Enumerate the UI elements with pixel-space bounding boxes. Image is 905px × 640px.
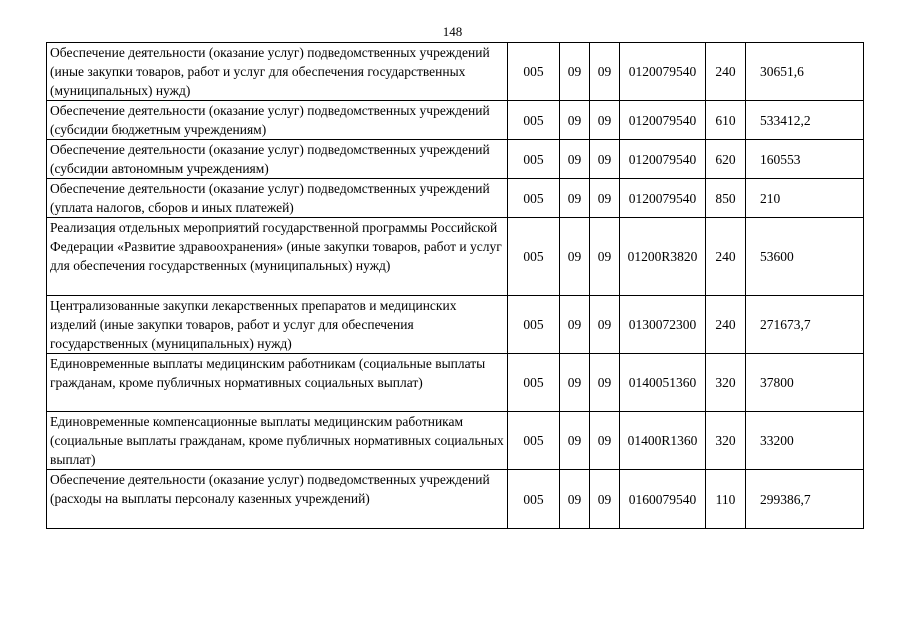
row-description: Централизованные закупки лекарственных препаратов и медицинских изделий (иные закупки товаров, работ и услуг для обеспечения государственных (муниципальных) нужд) bbox=[47, 296, 508, 354]
row-subsection-code: 09 bbox=[590, 43, 620, 101]
page-number: 148 bbox=[442, 24, 463, 39]
row-department-code: 005 bbox=[508, 43, 560, 101]
row-department-code: 005 bbox=[508, 470, 560, 529]
table-row bbox=[47, 354, 864, 412]
row-department-code: 005 bbox=[508, 179, 560, 218]
row-expense-type-code: 320 bbox=[706, 412, 746, 470]
row-target-article-code: 0120079540 bbox=[620, 101, 706, 140]
row-section-code: 09 bbox=[560, 179, 590, 218]
row-description: Реализация отдельных мероприятий государственной программы Российской Федерации «Развитие здравоохранения» (иные закупки товаров, работ и услуг для обеспечения государственных (муниципальных) нужд) bbox=[47, 218, 508, 296]
row-target-article-code: 0120079540 bbox=[620, 179, 706, 218]
row-department-code: 005 bbox=[508, 354, 560, 412]
table-row bbox=[47, 412, 864, 470]
row-subsection-code: 09 bbox=[590, 412, 620, 470]
row-amount: 160553 bbox=[746, 140, 864, 179]
row-expense-type-code: 110 bbox=[706, 470, 746, 529]
row-target-article-code: 0120079540 bbox=[620, 140, 706, 179]
row-amount: 33200 bbox=[746, 412, 864, 470]
row-target-article-code: 01400R1360 bbox=[620, 412, 706, 470]
row-subsection-code: 09 bbox=[590, 470, 620, 529]
row-section-code: 09 bbox=[560, 296, 590, 354]
table-row bbox=[47, 179, 864, 218]
row-expense-type-code: 620 bbox=[706, 140, 746, 179]
row-target-article-code: 0130072300 bbox=[620, 296, 706, 354]
row-department-code: 005 bbox=[508, 218, 560, 296]
row-subsection-code: 09 bbox=[590, 101, 620, 140]
budget-table bbox=[46, 42, 864, 529]
row-subsection-code: 09 bbox=[590, 296, 620, 354]
row-expense-type-code: 240 bbox=[706, 218, 746, 296]
row-subsection-code: 09 bbox=[590, 354, 620, 412]
row-subsection-code: 09 bbox=[590, 218, 620, 296]
row-target-article-code: 0120079540 bbox=[620, 43, 706, 101]
row-target-article-code: 0160079540 bbox=[620, 470, 706, 529]
row-description: Обеспечение деятельности (оказание услуг) подведомственных учреждений (субсидии бюджетным учреждениям) bbox=[47, 101, 508, 140]
row-department-code: 005 bbox=[508, 412, 560, 470]
row-subsection-code: 09 bbox=[590, 179, 620, 218]
row-amount: 299386,7 bbox=[746, 470, 864, 529]
row-section-code: 09 bbox=[560, 470, 590, 529]
table-row bbox=[47, 140, 864, 179]
row-section-code: 09 bbox=[560, 101, 590, 140]
row-description: Обеспечение деятельности (оказание услуг) подведомственных учреждений (иные закупки товаров, работ и услуг для обеспечения государственных (муниципальных) нужд) bbox=[47, 43, 508, 101]
row-description: Обеспечение деятельности (оказание услуг) подведомственных учреждений (расходы на выплаты персоналу казенных учреждений) bbox=[47, 470, 508, 529]
row-section-code: 09 bbox=[560, 140, 590, 179]
row-amount: 30651,6 bbox=[746, 43, 864, 101]
row-expense-type-code: 850 bbox=[706, 179, 746, 218]
row-amount: 271673,7 bbox=[746, 296, 864, 354]
row-target-article-code: 0140051360 bbox=[620, 354, 706, 412]
row-section-code: 09 bbox=[560, 412, 590, 470]
row-department-code: 005 bbox=[508, 296, 560, 354]
row-amount: 210 bbox=[746, 179, 864, 218]
table-row bbox=[47, 43, 864, 101]
row-description: Обеспечение деятельности (оказание услуг) подведомственных учреждений (уплата налогов, сборов и иных платежей) bbox=[47, 179, 508, 218]
row-section-code: 09 bbox=[560, 354, 590, 412]
row-amount: 53600 bbox=[746, 218, 864, 296]
table-row bbox=[47, 470, 864, 529]
row-department-code: 005 bbox=[508, 140, 560, 179]
row-description: Единовременные выплаты медицинским работникам (социальные выплаты гражданам, кроме публичных нормативных социальных выплат) bbox=[47, 354, 508, 412]
row-amount: 37800 bbox=[746, 354, 864, 412]
row-section-code: 09 bbox=[560, 218, 590, 296]
row-amount: 533412,2 bbox=[746, 101, 864, 140]
table-row bbox=[47, 296, 864, 354]
row-description: Обеспечение деятельности (оказание услуг) подведомственных учреждений (субсидии автономным учреждениям) bbox=[47, 140, 508, 179]
row-subsection-code: 09 bbox=[590, 140, 620, 179]
row-section-code: 09 bbox=[560, 43, 590, 101]
row-expense-type-code: 240 bbox=[706, 296, 746, 354]
row-department-code: 005 bbox=[508, 101, 560, 140]
row-expense-type-code: 610 bbox=[706, 101, 746, 140]
row-expense-type-code: 320 bbox=[706, 354, 746, 412]
row-expense-type-code: 240 bbox=[706, 43, 746, 101]
row-description: Единовременные компенсационные выплаты медицинским работникам (социальные выплаты гражданам, кроме публичных нормативных социальных выплат) bbox=[47, 412, 508, 470]
table-row bbox=[47, 101, 864, 140]
row-target-article-code: 01200R3820 bbox=[620, 218, 706, 296]
table-row bbox=[47, 218, 864, 296]
